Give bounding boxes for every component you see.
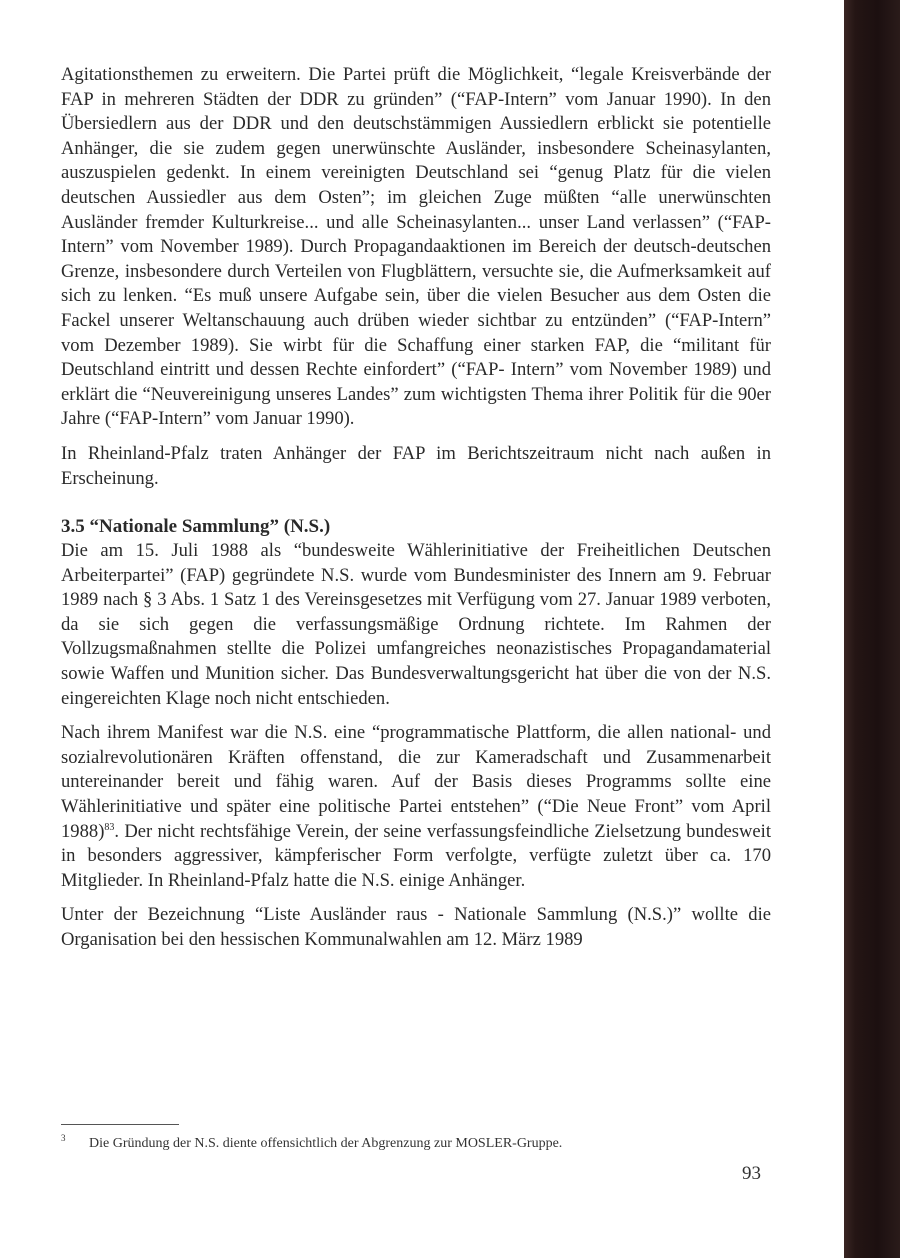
page-number: 93	[742, 1163, 761, 1184]
section-heading: 3.5 “Nationale Sammlung” (N.S.)	[61, 516, 331, 538]
footnote-reference[interactable]: 83	[104, 821, 115, 833]
paragraph-ns-verbot: Die am 15. Juli 1988 als “bundesweite Wählerinitiative der Freiheitlichen Deutschen Arbeiterpartei” (FAP) gegründete N.S. wurde vom Bundesminister des Innern am 9. Februar 1989 nach § 3 Abs. 1 Satz 1 des Vereinsgesetzes mit Verfügung vom 27. Januar 1989 verboten, da sie sich gegen die verfassungsmäßige Ordnung richtete. Im Rahmen der Vollzugsmaßnahmen stellte die Polizei umfangreiches neonazistisches Propagandamaterial sowie Waffen und Munition sicher. Das Bundesverwaltungsgericht hat über die von der N.S. eingereichten Klage noch nicht entschieden.	[61, 540, 771, 709]
manifest-text-part-1: Nach ihrem Manifest war die N.S. eine “programmatische Plattform, die allen national- und sozialrevolutionären Kräften offenstand, die zur Kameradschaft und Zusammenarbeit untereinander bereit und fähig waren. Auf der Basis dieses Programms sollte eine Wählerinitiative und später eine politische Partei entstehen” (“Die Neue Front” vom April 1988)	[61, 722, 771, 842]
body-text	[61, 63, 771, 963]
paragraph-ns-manifest	[61, 721, 771, 893]
scan-page-edge	[844, 0, 900, 1258]
footnote-text: Die Gründung der N.S. diente offensichtlich der Abgrenzung zur MOSLER-Gruppe.	[89, 1136, 563, 1151]
footnote-divider	[61, 1124, 179, 1125]
paragraph-fap-rheinland-pfalz: In Rheinland-Pfalz traten Anhänger der FAP im Berichtszeitraum nicht nach außen in Erscheinung.	[61, 442, 771, 489]
manifest-text-part-2: . Der nicht rechtsfähige Verein, der seine verfassungsfeindliche Zielsetzung bundesweit in besonders aggressiver, kämpferischer Form verfolgte, verfügte zuletzt über ca. 170 Mitglieder. In Rheinland-Pfalz hatte die N.S. einige Anhänger.	[61, 820, 771, 891]
footnote: 3 Die Gründung der N.S. diente offensichtlich der Abgrenzung zur MOSLER-Gruppe.	[61, 1133, 563, 1151]
paragraph-ns-kommunalwahl: Unter der Bezeichnung “Liste Ausländer raus - Nationale Sammlung (N.S.)” wollte die Organisation bei den hessischen Kommunalwahlen am 12. März 1989	[61, 904, 771, 950]
paragraph-fap-agitation: Agitationsthemen zu erweitern. Die Partei prüft die Möglichkeit, “legale Kreisverbände der FAP in mehreren Städten der DDR zu gründen” (“FAP-Intern” vom Januar 1990). In den Übersiedlern aus der DDR und den deutschstämmigen Aussiedlern erblickt sie potentielle Anhänger, die sie zudem gegen unerwünschte Ausländer, insbesondere Scheinasylanten, auszuspielen gedenkt. In einem vereinigten Deutschland sei “genug Platz für die vielen deutschen Aussiedler aus dem Osten”; im gleichen Zuge müßten “alle unerwünschten Ausländer fremder Kulturkreise... und alle Scheinasylanten... unser Land verlassen” (“FAP-Intern” vom November 1989). Durch Propagandaaktionen im Bereich der deutsch-deutschen Grenze, insbesondere durch Verteilen von Flugblättern, versuchte sie, die Aufmerksamkeit auf sich zu lenken. “Es muß unsere Aufgabe sein, über die vielen Besucher aus dem Osten die Fackel unserer Weltanschauung auch drüben wieder sichtbar zu entzünden” (“FAP-Intern” vom Dezember 1989). Sie wirbt für die Schaffung einer starken FAP, die “militant für Deutschland eintritt und dessen Rechte einfordert” (“FAP- Intern” vom November 1989) und erklärt die “Neuvereinigung unseres Landes” zum wichtigsten Thema ihrer Politik für die 90er Jahre (“FAP-Intern” vom Januar 1990).	[61, 64, 771, 430]
